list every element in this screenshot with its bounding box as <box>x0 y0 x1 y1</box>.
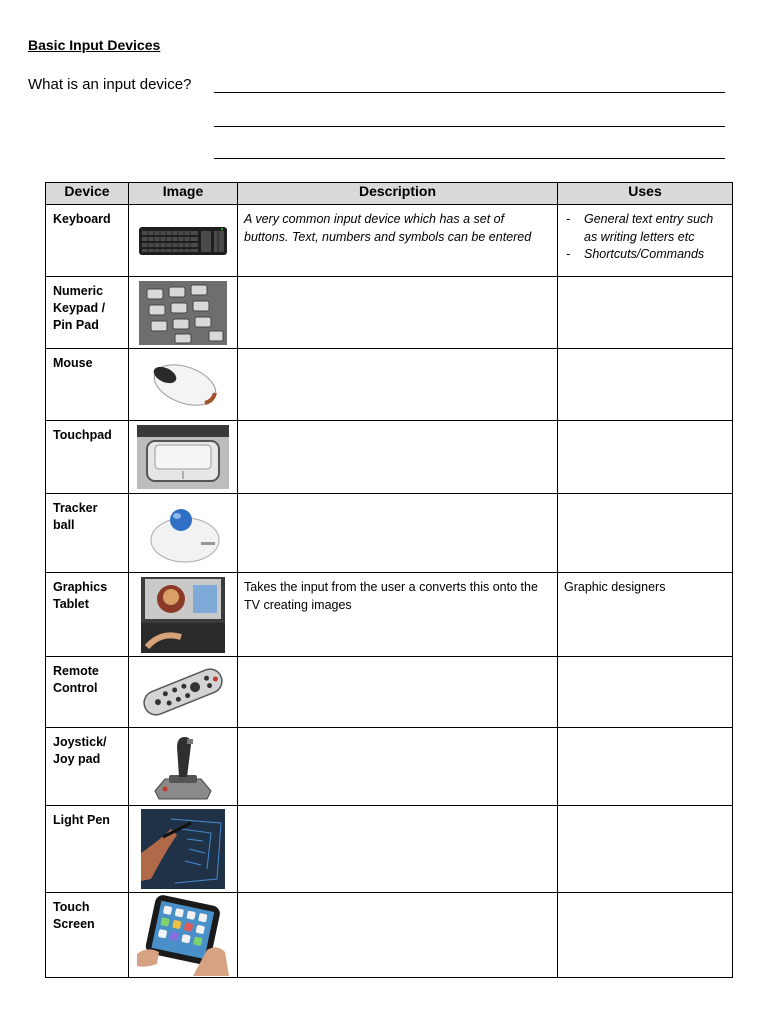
device-name: Keyboard <box>46 205 129 277</box>
device-description <box>238 277 558 349</box>
device-image <box>129 421 238 494</box>
device-uses <box>558 421 733 494</box>
graphics-tablet-icon <box>141 577 225 653</box>
device-description <box>238 494 558 573</box>
device-description <box>238 657 558 728</box>
devices-table <box>45 182 733 978</box>
device-name: Touchpad <box>46 421 129 494</box>
answer-line[interactable] <box>214 158 725 159</box>
table-row <box>46 421 733 494</box>
device-description <box>238 893 558 978</box>
device-name: Tracker ball <box>46 494 129 573</box>
device-uses <box>558 657 733 728</box>
device-description <box>238 728 558 806</box>
table-row <box>46 573 733 657</box>
device-name: Graphics Tablet <box>46 573 129 657</box>
remote-control-icon <box>138 664 228 720</box>
device-name: Numeric Keypad / Pin Pad <box>46 277 129 349</box>
table-row <box>46 728 733 806</box>
answer-line[interactable] <box>214 126 725 127</box>
device-image <box>129 728 238 806</box>
device-description: Takes the input from the user a converts this onto the TV creating images <box>238 573 558 657</box>
device-description <box>238 421 558 494</box>
table-row <box>46 893 733 978</box>
device-uses: Graphic designers <box>558 573 733 657</box>
table-row <box>46 349 733 421</box>
use-item: - General text entry such as writing letters etc <box>564 211 726 246</box>
device-uses <box>558 494 733 573</box>
device-image <box>129 657 238 728</box>
mouse-icon <box>143 355 223 415</box>
table-header-row <box>46 183 733 205</box>
header-uses: Uses <box>558 183 733 205</box>
trackerball-icon <box>141 498 225 568</box>
table-row <box>46 657 733 728</box>
device-uses <box>558 349 733 421</box>
keyboard-icon <box>138 224 228 258</box>
device-uses <box>558 205 733 277</box>
table-row <box>46 494 733 573</box>
use-item: - Shortcuts/Commands <box>564 246 726 264</box>
device-image <box>129 205 238 277</box>
device-description <box>238 349 558 421</box>
table-row <box>46 806 733 893</box>
page-title: Basic Input Devices <box>28 37 161 53</box>
device-description: A very common input device which has a set of buttons. Text, numbers and symbols can be entered <box>238 205 558 277</box>
device-uses <box>558 728 733 806</box>
device-uses <box>558 806 733 893</box>
device-image <box>129 573 238 657</box>
device-uses <box>558 277 733 349</box>
device-name: Joystick/ Joy pad <box>46 728 129 806</box>
device-name: Light Pen <box>46 806 129 893</box>
touch-screen-icon <box>137 894 229 976</box>
device-image <box>129 806 238 893</box>
device-image <box>129 349 238 421</box>
device-image <box>129 893 238 978</box>
question-text: What is an input device? <box>28 76 192 93</box>
device-name: Remote Control <box>46 657 129 728</box>
header-description: Description <box>238 183 558 205</box>
keypad-icon <box>139 281 227 345</box>
device-name: Mouse <box>46 349 129 421</box>
device-uses <box>558 893 733 978</box>
header-device: Device <box>46 183 129 205</box>
device-name: Touch Screen <box>46 893 129 978</box>
joystick-icon <box>151 731 215 803</box>
light-pen-icon <box>141 809 225 889</box>
device-description <box>238 806 558 893</box>
table-row <box>46 205 733 277</box>
answer-line[interactable] <box>214 92 725 93</box>
table-row <box>46 277 733 349</box>
touchpad-icon <box>137 425 229 489</box>
header-image: Image <box>129 183 238 205</box>
device-image <box>129 494 238 573</box>
device-image <box>129 277 238 349</box>
